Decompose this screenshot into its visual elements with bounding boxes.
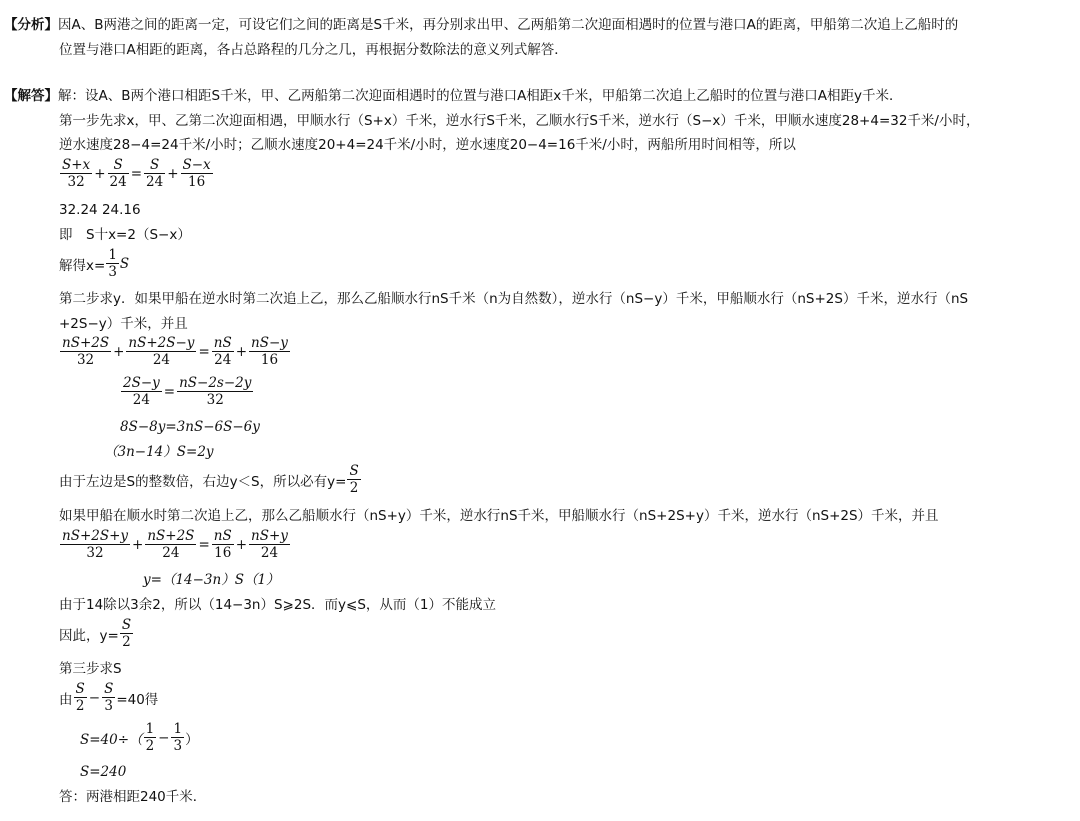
speed-line: 逆水速度28−4=24千米/小时；乙顺水速度20+4=24千米/小时，逆水速度20−4=16千米/小时，两船所用时间相等，所以: [59, 137, 796, 153]
fraction: $\frac{S}{2}$: [349, 463, 359, 496]
fraction: $\frac{S}{2}$: [75, 681, 85, 714]
equation-5-line: （3n−14）S=2y: [104, 444, 214, 460]
equation-1: $\frac{S+x}{32}$ + $\frac{S}{24}$ = $\frac{S}{24}$ + $\frac{S-x}{16}$: [62, 157, 211, 190]
analysis-tag: 【分析】: [4, 17, 58, 33]
equation-6: $\frac{nS+2S+y}{32}$ + $\frac{nS+2S}{24}$ = $\frac{nS}{16}$ + $\frac{nS+y}{24}$: [62, 528, 288, 561]
fraction: $\frac{nS+2S}{24}$: [147, 528, 195, 561]
solution-line-1: [4, 87, 903, 105]
solution-tag: 【解答】: [4, 88, 58, 104]
fraction: $\frac{nS+y}{24}$: [251, 528, 288, 561]
fraction: $\frac{S}{3}$: [104, 681, 114, 714]
fraction: $\frac{nS-y}{16}$: [251, 335, 288, 368]
fraction: $\frac{S}{2}$: [121, 617, 132, 650]
s-calculation: S=40÷（ $\frac{1}{2}$ − $\frac{1}{3}$ ）: [80, 721, 199, 754]
fraction: $\frac{nS+2S}{32}$: [62, 335, 110, 368]
analysis-line-1: [4, 16, 958, 34]
fraction: $\frac{1}{3}$: [173, 721, 183, 754]
step2-line-2: +2S−y）千米，并且: [59, 316, 188, 332]
fraction: $\frac{S-x}{16}$: [182, 157, 211, 190]
fraction: $\frac{2S-y}{24}$: [123, 375, 160, 408]
simplified-equation: 即 S十x=2（S−x）: [59, 227, 191, 243]
s-result: S=240: [80, 764, 127, 780]
equation-7-line: y=（14−3n）S（1）: [143, 572, 280, 588]
fraction: $\frac{S}{24}$: [146, 157, 164, 190]
step1-line: 第一步先求x，甲、乙第二次迎面相遇，甲顺水行（S+x）千米，逆水行S千米，乙顺水行S千米，逆水行（S−x）千米，甲顺水速度28+4=32千米/小时，: [59, 113, 980, 129]
fraction: $\frac{nS-2s-2y}{32}$: [179, 375, 252, 408]
fraction: $\frac{nS+2S+y}{32}$: [62, 528, 129, 561]
equation-4-line: 8S−8y=3nS−6S−6y: [120, 419, 260, 435]
answer-line: 答：两港相距240千米．: [59, 789, 207, 805]
equation-3: $\frac{2S-y}{24}$ = $\frac{nS-2s-2y}{32}$: [123, 375, 252, 408]
denominators-line: 32.24 24.16: [59, 202, 141, 218]
fraction: $\frac{nS+2S-y}{24}$: [128, 335, 195, 368]
fraction: $\frac{nS}{16}$: [213, 528, 232, 561]
step3-equation: 由 $\frac{S}{2}$ − $\frac{S}{3}$ =40得: [59, 681, 159, 714]
fraction: $\frac{nS}{24}$: [213, 335, 232, 368]
x-result: 解得x= $\frac{1}{3}$ S: [59, 247, 130, 280]
fraction: $\frac{1}{2}$: [145, 721, 155, 754]
step3-line: 第三步求S: [59, 661, 122, 677]
equation-2: $\frac{nS+2S}{32}$ + $\frac{nS+2S-y}{24}$ = $\frac{nS}{24}$ + $\frac{nS-y}{16}$: [62, 335, 288, 368]
contradiction-line: 由于14除以3余2，所以（14−3n）S⩾2S．而y⩽S，从而（1）不能成立: [59, 597, 496, 613]
y-conclusion: 因此，y= $\frac{S}{2}$: [59, 617, 132, 650]
solution-text-1: 解：设A、B两个港口相距S千米，甲、乙两船第二次迎面相遇时的位置与港口A相距x千米，甲船第二次追上乙船时的位置与港口A相距y千米．: [58, 88, 903, 104]
downstream-case-line: 如果甲船在顺水时第二次追上乙，那么乙船顺水行（nS+y）千米，逆水行nS千米，甲船顺水行（nS+2S+y）千米，逆水行（nS+2S）千米，并且: [59, 508, 939, 524]
analysis-text-1: 因A、B两港之间的距离一定，可设它们之间的距离是S千米，再分别求出甲、乙两船第二次迎面相遇时的位置与港口A的距离，甲船第二次追上乙船时的: [58, 17, 959, 33]
analysis-line-2: 位置与港口A相距的距离，各占总路程的几分之几，再根据分数除法的意义列式解答．: [59, 42, 568, 58]
fraction: $\frac{S+x}{32}$: [62, 157, 91, 190]
y-deduction: 由于左边是S的整数倍，右边y＜S，所以必有y= $\frac{S}{2}$: [59, 463, 359, 496]
fraction: $\frac{S}{24}$: [109, 157, 127, 190]
step2-line-1: 第二步求y．如果甲船在逆水时第二次追上乙，那么乙船顺水行nS千米（n为自然数），逆水行（nS−y）千米，甲船顺水行（nS+2S）千米，逆水行（nS: [59, 291, 969, 307]
fraction: $\frac{1}{3}$: [108, 247, 117, 280]
